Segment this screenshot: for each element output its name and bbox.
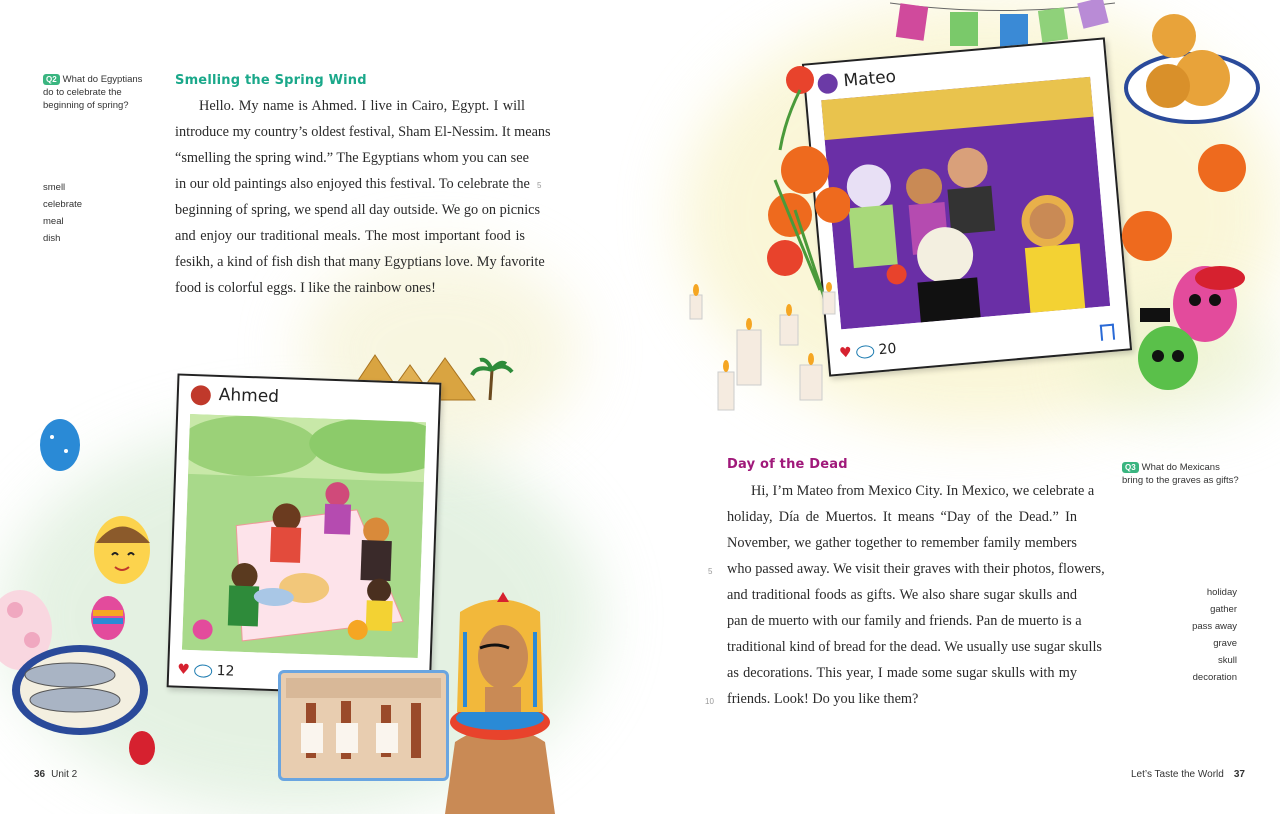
question-text: What do Egyptians do to celebrate the beginning of spring? — [43, 74, 143, 111]
vocab-word: celebrate — [43, 199, 83, 210]
passage-line: Hello. My name is Ahmed. I live in Cairo, Egypt. I will — [199, 98, 525, 114]
passage-line: pan de muerto with our family and friends. Pan de muerto is a — [727, 613, 1082, 629]
passage-line: fesikh, a kind of fish dish that many Egyptians love. My favorite — [175, 254, 545, 270]
page-number-right: 37 — [1233, 769, 1245, 780]
bread-and-sugar-skulls — [1110, 8, 1280, 398]
passage-line: and enjoy our traditional meals. The most important food is — [175, 228, 525, 244]
question-text: What do Mexicans bring to the graves as gifts? — [1122, 462, 1239, 486]
pharaoh-illustration — [425, 592, 575, 814]
easter-eggs-illustration — [0, 415, 160, 775]
question-tag: Q2 — [43, 74, 60, 85]
left-passage — [175, 93, 551, 301]
question-q3 — [1122, 461, 1242, 487]
passage-line: in our old paintings also enjoyed this festival. To celebrate the — [175, 176, 530, 192]
passage-line: introduce my country’s oldest festival, Sham El-Nessim. It means — [175, 124, 551, 140]
vocab-list-left — [43, 179, 82, 247]
like-comment-bar — [177, 662, 235, 680]
vocab-word: skull — [1217, 655, 1237, 666]
page-number-left: 36 — [34, 769, 46, 780]
section-title-dead: Day of the Dead — [727, 457, 848, 472]
right-passage — [727, 478, 1105, 712]
vocab-word: grave — [1213, 638, 1237, 649]
line-number: 10 — [705, 697, 714, 706]
photo-handle: Mateo — [842, 66, 897, 92]
chapter-title: Let’s Taste the World — [1131, 769, 1224, 780]
passage-line: beginning of spring, we spend all day outside. We go on picnics — [175, 202, 541, 218]
vocab-word: gather — [1210, 604, 1237, 615]
line-number: 5 — [708, 567, 713, 576]
vocab-word: pass away — [1192, 621, 1237, 632]
comment-icon[interactable] — [194, 664, 212, 678]
passage-line: friends. Look! Do you like them? — [727, 691, 919, 707]
vocab-word: decoration — [1192, 672, 1237, 683]
heart-icon[interactable]: ♥ — [176, 661, 191, 679]
unit-label: Unit 2 — [51, 769, 78, 780]
egyptian-painting-figures — [281, 673, 446, 778]
egyptian-painting-inset — [278, 670, 449, 781]
comment-icon[interactable] — [856, 344, 875, 359]
picnic-illustration — [182, 414, 426, 658]
mateo-photo-card — [802, 37, 1132, 376]
vocab-word: meal — [43, 216, 64, 227]
vocab-list-right — [1137, 584, 1237, 686]
passage-line: “smelling the spring wind.” The Egyptians whom you can see — [175, 150, 529, 166]
vocab-word: smell — [43, 182, 66, 193]
ahmed-photo-card — [167, 373, 442, 696]
question-tag: Q3 — [1122, 462, 1139, 473]
passage-line: food is colorful eggs. I like the rainbow ones! — [175, 280, 436, 296]
passage-line: traditional kind of bread for the dead. We usually use sugar skulls — [727, 639, 1102, 655]
passage-line: holiday, Día de Muertos. It means “Day of the Dead.” In — [727, 509, 1077, 525]
section-title-spring: Smelling the Spring Wind — [175, 73, 367, 88]
question-q2 — [43, 73, 155, 112]
vocab-word: holiday — [1206, 587, 1237, 598]
passage-line: and traditional foods as gifts. We also share sugar skulls and — [727, 587, 1077, 603]
footer-left — [34, 769, 77, 780]
heart-icon[interactable]: ♥ — [838, 344, 853, 362]
line-number: 5 — [537, 181, 542, 190]
like-count: 20 — [877, 340, 898, 359]
vocab-word: dish — [43, 233, 61, 244]
passage-line: November, we gather together to remember family members — [727, 535, 1077, 551]
like-count: 12 — [216, 663, 235, 680]
photo-handle: Ahmed — [218, 384, 280, 408]
ahmed-avatar-icon — [190, 385, 211, 406]
footer-right — [1131, 769, 1245, 780]
passage-line: as decorations. This year, I made some sugar skulls with my — [727, 665, 1077, 681]
passage-line: Hi, I’m Mateo from Mexico City. In Mexico, we celebrate a — [751, 483, 1095, 499]
marigolds-and-candles — [685, 60, 850, 420]
passage-line: who passed away. We visit their graves with their photos, flowers, — [727, 561, 1105, 577]
day-of-the-dead-illustration — [821, 77, 1110, 330]
